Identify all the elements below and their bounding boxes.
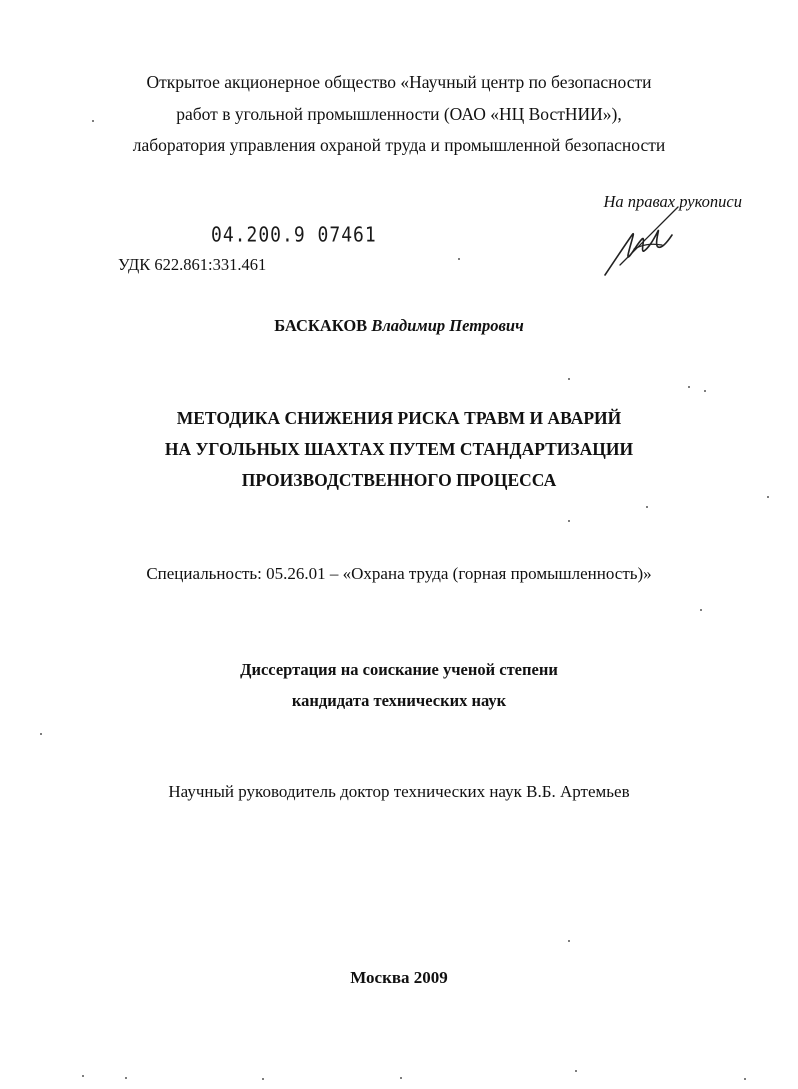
registration-stamp: 04.200.9 07461 <box>211 223 377 248</box>
scan-speck <box>688 386 690 388</box>
manuscript-note: На правах рукописи <box>603 192 742 211</box>
scientific-supervisor: Научный руководитель доктор технических наук В.Б. Артемьев <box>168 782 630 801</box>
scan-speck <box>575 1070 577 1072</box>
organization-line-3: лаборатория управления охраной труда и промышленной безопасности <box>132 135 666 155</box>
scan-speck <box>40 733 42 735</box>
author-given-names: Владимир Петрович <box>371 316 524 335</box>
scan-speck <box>400 1077 402 1079</box>
scan-speck <box>568 940 570 942</box>
scan-speck <box>704 390 706 392</box>
scan-speck <box>568 520 570 522</box>
scan-speck <box>744 1078 746 1080</box>
dissertation-line-1: Диссертация на соискание ученой степени <box>240 660 558 679</box>
dissertation-line-2: кандидата технических наук <box>291 691 507 710</box>
scan-speck <box>92 120 94 122</box>
scan-speck <box>646 506 648 508</box>
thesis-title-line-3: ПРОИЗВОДСТВЕННОГО ПРОЦЕССА <box>241 470 557 490</box>
thesis-title-line-2: НА УГОЛЬНЫХ ШАХТАХ ПУТЕМ СТАНДАРТИЗАЦИИ <box>164 439 634 459</box>
scan-speck <box>568 378 570 380</box>
organization-line-2: работ в угольной промышленности (ОАО «НЦ ВостНИИ»), <box>176 104 622 124</box>
scan-speck <box>767 496 769 498</box>
scan-speck <box>125 1077 127 1079</box>
scan-speck <box>82 1075 84 1077</box>
udk-code: УДК 622.861:331.461 <box>118 255 267 274</box>
thesis-title-line-1: МЕТОДИКА СНИЖЕНИЯ РИСКА ТРАВМ И АВАРИЙ <box>176 408 622 428</box>
organization-line-1: Открытое акционерное общество «Научный центр по безопасности <box>146 72 652 92</box>
scan-speck <box>262 1078 264 1080</box>
signature-icon <box>600 205 680 280</box>
specialty: Специальность: 05.26.01 – «Охрана труда (горная промышленность)» <box>146 564 652 583</box>
city-year: Москва 2009 <box>350 968 448 987</box>
author-name <box>0 316 798 336</box>
scan-speck <box>458 258 460 260</box>
author-surname: БАСКАКОВ <box>274 316 368 335</box>
scan-speck <box>700 609 702 611</box>
